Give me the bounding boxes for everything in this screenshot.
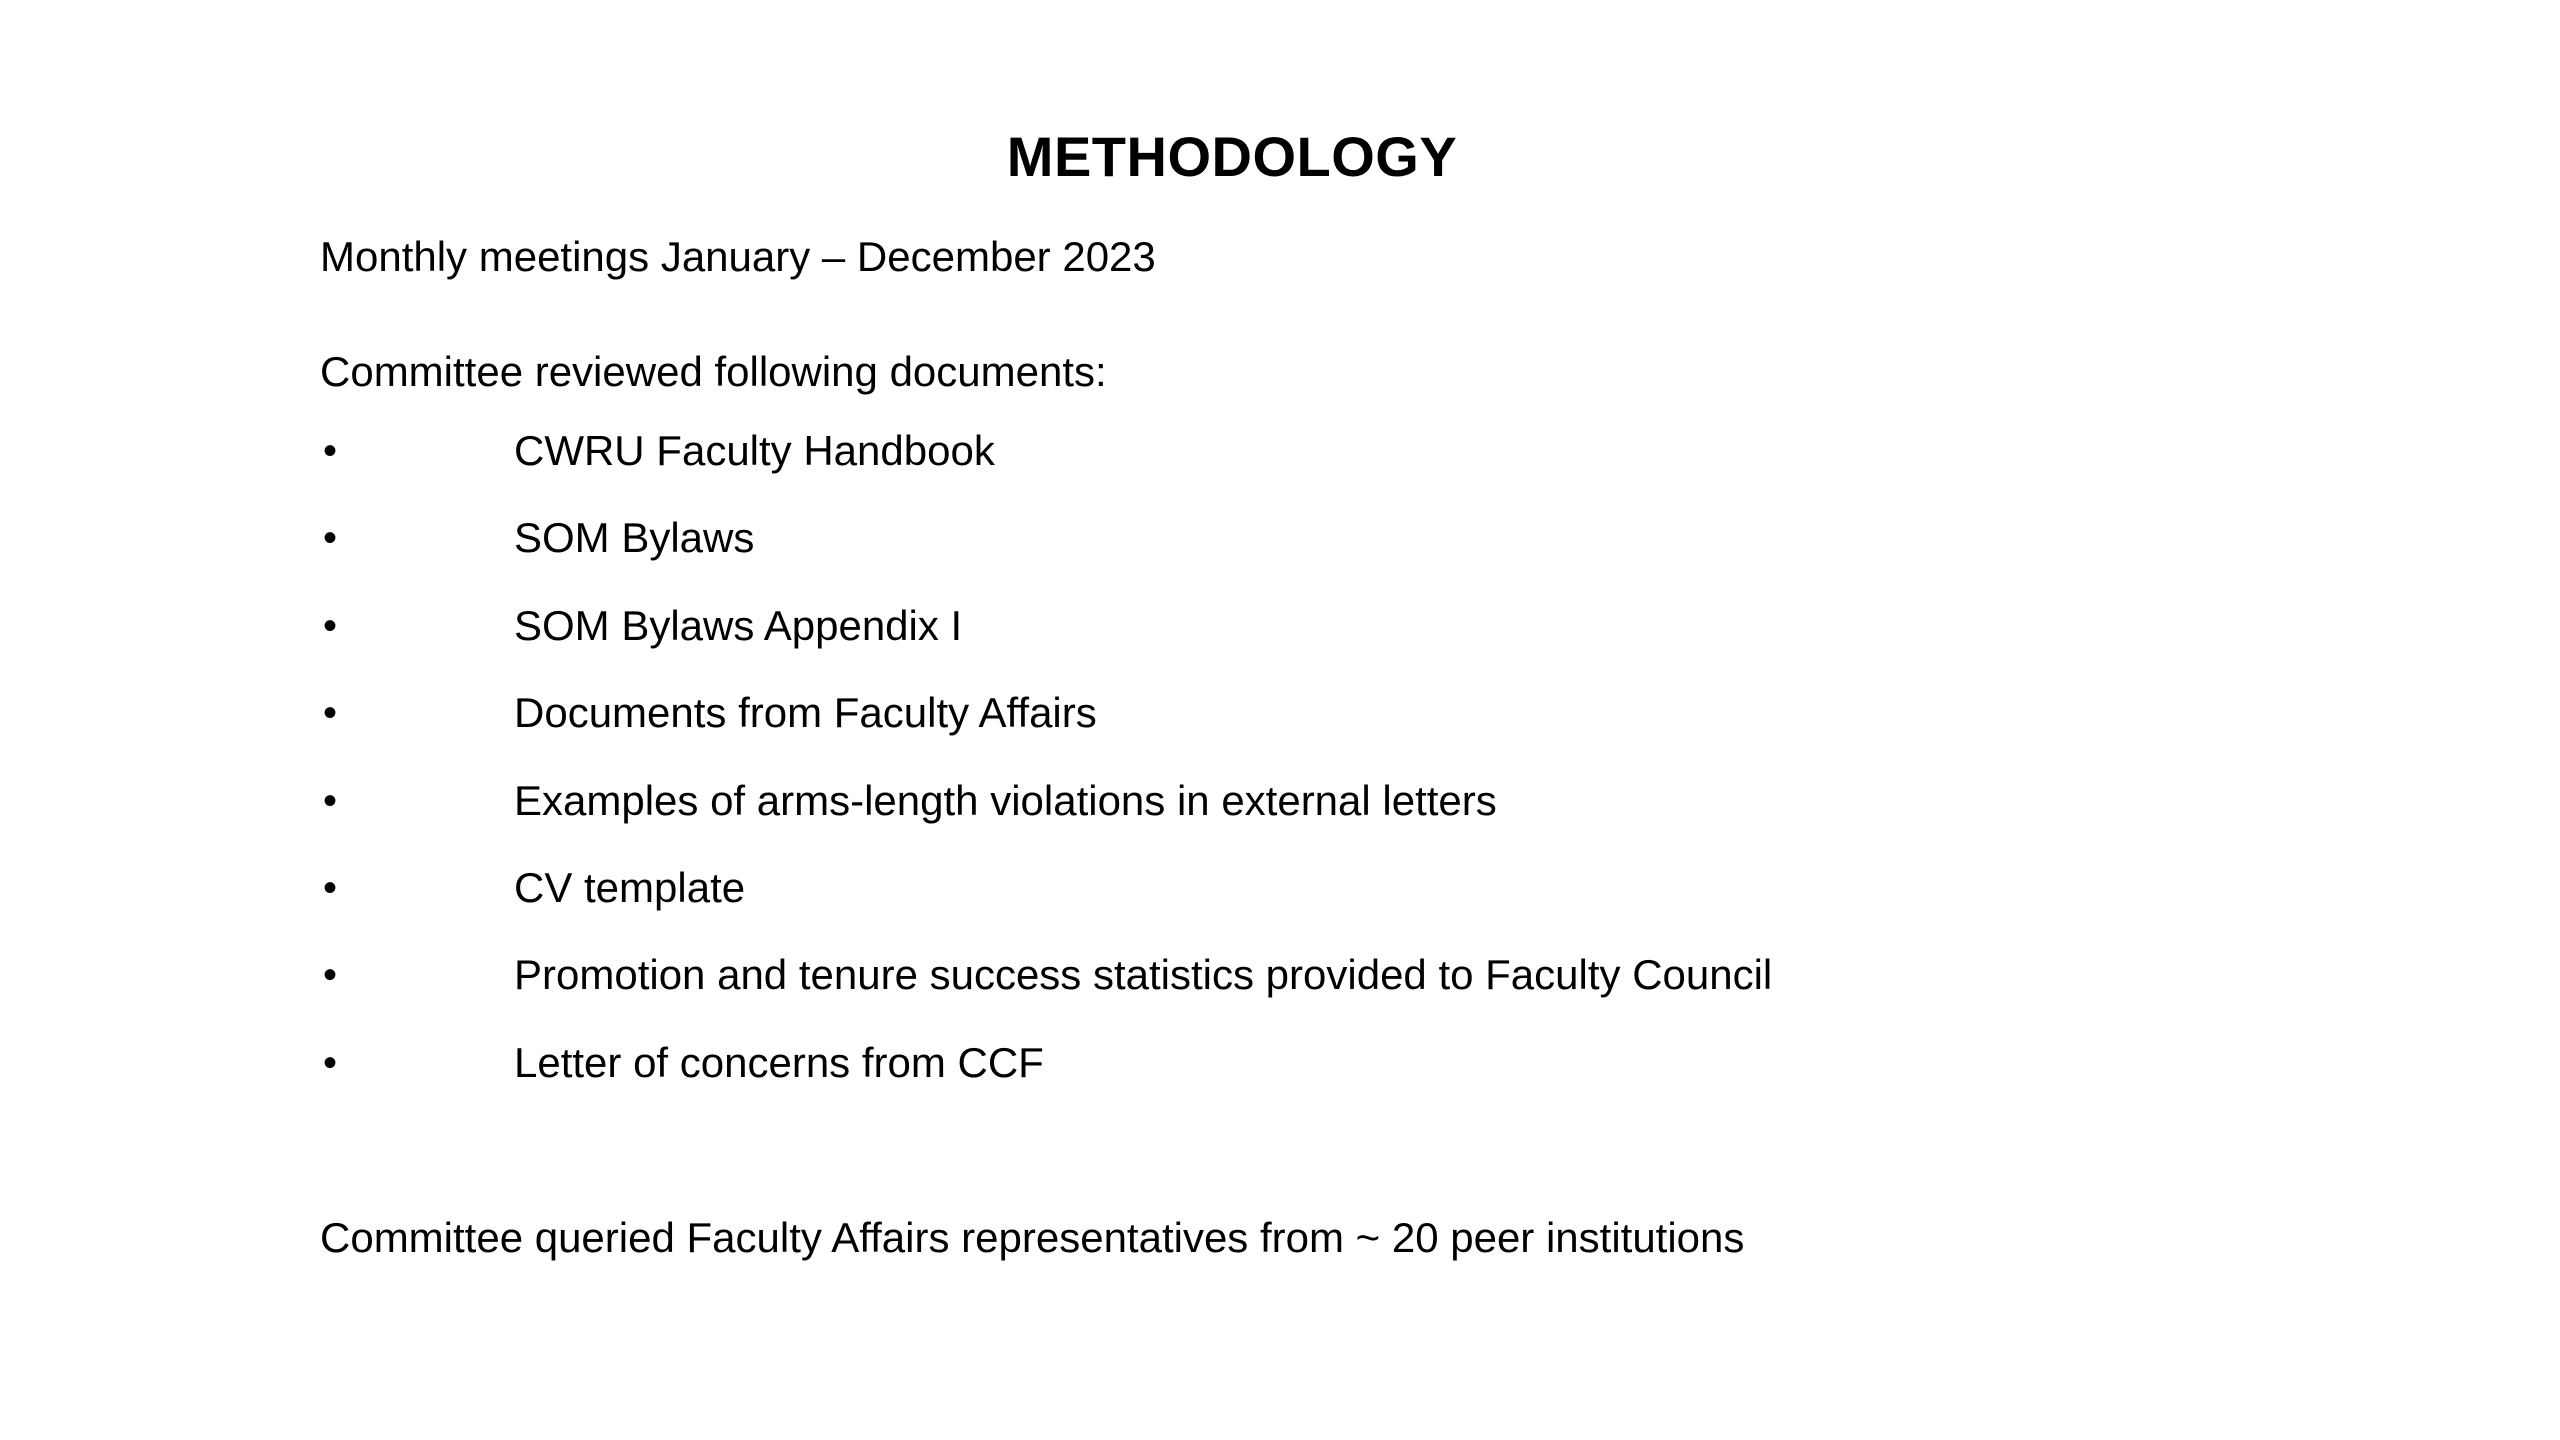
document-name: SOM Bylaws: [514, 514, 755, 562]
document-name: SOM Bylaws Appendix I: [514, 601, 963, 649]
queried-text: Committee queried Faculty Affairs representatives from ~ 20 peer institutions: [320, 1214, 1745, 1261]
document-name: Examples of arms-length violations in external letters: [514, 776, 1497, 824]
list-item: [320, 950, 2320, 1037]
document-name: Documents from Faculty Affairs: [514, 689, 1097, 737]
list-item: [320, 776, 2320, 863]
document-name: Promotion and tenure success statistics provided to Faculty Council: [514, 951, 1773, 999]
document-name: CWRU Faculty Handbook: [514, 427, 995, 474]
bullet-icon: •: [323, 953, 338, 998]
documents-list: [320, 426, 2320, 1125]
document-name: CV template: [514, 863, 746, 911]
list-item: [320, 863, 2320, 950]
list-item: [320, 513, 2320, 600]
list-item: [320, 1038, 2320, 1125]
bullet-icon: •: [323, 865, 338, 910]
bullet-icon: •: [323, 603, 338, 648]
list-item: [320, 688, 2320, 775]
document-name: Letter of concerns from CCF: [514, 1038, 1044, 1086]
bullet-icon: •: [323, 429, 338, 473]
slide-title: METHODOLOGY: [1006, 125, 1458, 188]
bullet-icon: •: [323, 1040, 338, 1085]
list-item: [320, 601, 2320, 688]
bullet-icon: •: [323, 778, 338, 823]
list-item: [320, 426, 2320, 513]
meetings-text: Monthly meetings January – December 2023: [320, 233, 1156, 280]
bullet-icon: •: [323, 691, 338, 736]
bullet-icon: •: [323, 516, 338, 561]
documents-intro-text: Committee reviewed following documents:: [320, 348, 1107, 395]
